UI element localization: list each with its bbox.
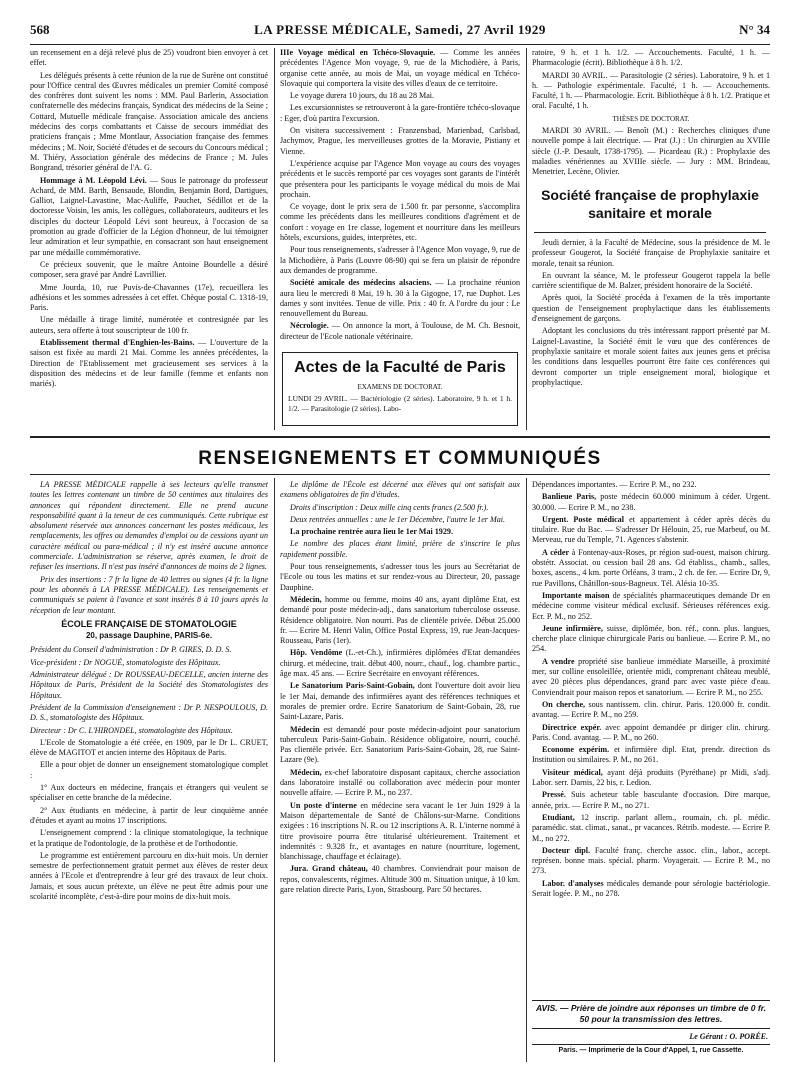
- journal-title: LA PRESSE MÉDICALE, Samedi, 27 Avril 1929: [254, 22, 546, 37]
- school-title: ÉCOLE FRANÇAISE DE STOMATOLOGIE: [61, 618, 237, 629]
- paragraph: Les délégués présents à cette réunion de la rue de Surène ont constitué pour l'Office central des Œuvres médicales un premier Comité composé des confrères dont suivent les noms : MM. Paul Barlerin, Association confraternelle des médecins français, Syndicat des médecins de la Seine ; Cottard, Mutuelle médicale française. Association amicale des anciens médecins des corps combattants et Caisse de secours immédiat des praticiens français ; Mme Montlaur, Association française des femmes médecins ; M. Noir, Société d'études et de secours du Concours médical ; M. Thiéry, Association générale des médecins de France ; M. Jules Bongrand, trésorier général de l'A. G.: [30, 70, 268, 173]
- paragraph: 1° Aux docteurs en médecine, français et étrangers qui veulent se spécialiser en cette branche de la médecine.: [30, 783, 268, 803]
- paragraph: La prochaine rentrée aura lieu le 1er Mai 1929.: [290, 527, 453, 537]
- classified-ad: Labor. d'analyses médicales demande pour sérologie bactériologie. Serait logée. P. M., no 278.: [532, 878, 770, 898]
- paragraph: Pour tous renseignements, s'adresser à l'Agence Mon voyage, 9, rue de la Michodière, à Paris (Louvre 08-90) qui se fera un plaisir de répondre aux demandes de programme.: [280, 245, 520, 275]
- paragraph: Sous le patronage du professeur Achard, de MM. Barth, Bensaude, Blondin, Benjamin Bord, Dartigues, Galliot, Laignel-Lavastine, Mac-Auliffe, Pauchet, Sédillot et de la doctoresse Voisin, les amis, les collègues, collaborateurs, auditeurs et les disciples du docteur Léopold Lévi sont heureux, à l'occasion de sa promotion au grade d'officier de la Légion d'honneur, de lui témoigner leur admiration et leur sympathie, en consacrant son haut enseignement par une médaille commémorative.: [30, 175, 268, 257]
- section-rule: [30, 436, 770, 438]
- box-text: LUNDI 29 AVRIL. — Bactériologie (2 séries). Laboratoire, 9 h. et 1 h. 1/2. — Parasitologie (2 séries). Labo-: [288, 394, 512, 413]
- section-title: RENSEIGNEMENTS ET COMMUNIQUÉS: [198, 448, 602, 469]
- avis-notice: AVIS. — Prière de joindre aux réponses un timbre de 0 fr. 50 pour la transmission des lettres.: [536, 1003, 766, 1024]
- bottom-column-3: [532, 480, 770, 998]
- heading-voyage: IIIe Voyage médical en Tchéco-Slovaquie.: [280, 48, 436, 57]
- heading-theses: THÈSES DE DOCTORAT.: [612, 114, 690, 123]
- classified-ad: Un poste d'interne en médecine sera vacant le 1er Juin 1929 à la Maison départementale de Santé de Châlons-sur-Marne. Conditions exigées : 16 inscriptions N. R. ou 12 inscriptions A. R. L'interne nommé à titre provisoire pourra être titularisé ultérieurement. Traitement et indemnités : 9.328 fr., et avantages en nature (nourriture, logement, blanchissage, chauffage et éclairage).: [280, 800, 520, 862]
- classified-ad: Directrice expér. avec appoint demandée pr diriger clin. chirurg. Paris. Cond. avantag. — P. M., no 260.: [532, 722, 770, 742]
- paragraph: Adoptant les conclusions du très intéressant rapport présenté par M. Laignel-Lavastine, la Société émit le vœu que des conférences de prophylaxie sanitaire et morale soient faites aux jeunes gens et précisa les conditions dans lesquelles pourront être faite ces conférences qui devront comporter un triple enseignement moral, biologique et prophylactique.: [532, 326, 770, 387]
- paragraph: L'enseignement comprend : la clinique stomatologique, la technique et la pratique de l'odontologie, de la prothèse et de l'orthodontie.: [30, 828, 268, 848]
- advertising-notice: LA PRESSE MÉDICALE rappelle à ses lecteurs qu'elle transmet toutes les lettres contenant un timbre de 50 centimes aux titulaires des annonces qui répondent directement. Elle ne prend aucune responsabilité quant à la teneur de ces communiqués. Cette rubrique est absolument réservée aux annonces concernant les postes médicaux, les remplacements, les offres ou demandes d'emploi ou de cessions ayant un caractère médical ou para-médical ; il n'y est inséré aucune annonce commerciale. L'administration se réserve, après examen, le droit de refuser les insertions. Il n'est pas inséré d'annonces de moins de 2 lignes.: [30, 480, 268, 572]
- paragraph: L'ouverture de la saison est fixée au mardi 21 Mai. Comme les années précédentes, la Direction de l'Etablissement met gracieusement ses services à la disposition des médecins et de leur famille (femme et enfants non mariés).: [30, 338, 268, 389]
- classified-ad: On cherche, sous nantissem. clin. chirur. Paris. 120.000 fr. condit. avantag. — Ecrire P. M., no 259.: [532, 699, 770, 720]
- running-header: [30, 22, 770, 42]
- advertising-prices: Prix des insertions : 7 fr la ligne de 40 lettres ou signes (4 fr. la ligne pour les abonnés à LA PRESSE MÉDICALE). Les renseignements et communiqués se paient à l'avance et sont insérés 8 à 10 jours après la réception de leur montant.: [30, 574, 268, 615]
- section-rule: [30, 474, 770, 475]
- paragraph: Le diplôme de l'École est décerné aux élèves qui ont satisfait aux examens obligatoires de fin d'études.: [280, 480, 520, 500]
- header-rule: [30, 44, 770, 45]
- imprint-line: Paris. — Imprimerie de la Cour d'Appel, 1, rue Cassette.: [558, 1047, 744, 1054]
- paragraph: Deux rentrées annuelles : une le 1er Décembre, l'autre le 1er Mai.: [290, 514, 506, 524]
- classified-ad: Le Sanatorium Paris-Saint-Gobain, dont l'ouverture doit avoir lieu le 1er Mai, demande des infirmières ayant des références techniques et morales de premier ordre. Ecrire Sanatorium de Saint-Gobain, 28, rue Saint-Lazare, Paris.: [280, 681, 520, 722]
- top-column-2: IIIe Voyage médical en Tchéco-Slovaquie. — Comme les années précédentes l'Agence Mon voyage, 9, rue de la Michodière, à Paris, organise cette année, au mois de Mai, un voyage médical en Tchéco-Slovaquie qui comportera la visite des villes d'eaux de ce territoire. Le voyage durera 10 jours, du 18 au 28 Mai. Les excursionnistes se retrouveront à la gare-frontière tchéco-slovaque : Eger, d'où partira l'excursion. On visitera successivement : Franzensbad, Marienbad, Carlsbad, Jachymov, Prague, les merveilleuses grottes de la Moravie, Pistiany et Vienne. L'expérience acquise par l'Agence Mon voyage au cours des voyages précédents et le succès remporté par ces voyages sont garants de l'intérêt que présentera pour les participants le voyage médical du mois de Mai prochain. Ce voyage, dont le prix sera de 1.500 fr. par personne, s'accomplira comme les précédents dans les meilleures conditions d'agrément et de confort : voyage en 1re classe, logement et nourriture dans les meilleurs hôtels, excursions, guides, interprètes, etc. Pour tous renseignements, s'adresser à l'Agence Mon voyage, 9, rue de la Michodière, à Paris (Louvre 08-90) qui se fera un plaisir de répondre aux demandes de programme. Société amicale des médecins alsaciens. — La prochaine réunion aura lieu le mercredi 8 Mai, 19 h. 30 à la Gigogne, 17, rue Duphot. Les dames y sont invitées. Tenue de ville. Prix : 40 fr. A l'ordre du jour : Le renouvellement du Bureau. Nécrologie. — On annonce la mort, à Toulouse, de M. Ch. Besnoit, directeur de l'Ecole nationale vétérinaire.: [280, 48, 520, 341]
- classified-ad: Médecin, ex-chef laboratoire disposant capitaux, cherche association dans laboratoire installé ou collaboration avec médecin pour monter nouvelle affaire. — Ecrire P. M., no 237.: [280, 767, 520, 798]
- paragraph: Elle a pour objet de donner un enseignement stomatologique complet :: [30, 760, 268, 780]
- classified-ad: Urgent. Poste médical et appartement à céder après décès du titulaire. Rue du Bac. — S'adresser Dr Hélouin, 25, rue Marbeuf, ou M. Merveau, rue du Temple, 71. Agences s'abstenir.: [532, 514, 770, 545]
- top-column-3-body: [532, 238, 770, 428]
- classified-ad: Jura. Grand château, 40 chambres. Conviendrait pour maison de repos, convalescents, régimes. Altitude 300 m. Situation unique, à 10 km. gare relation directe Paris, Lyon, Strasbourg. Parc 50 hectares.: [280, 864, 520, 894]
- classified-ad: Docteur dipl. Faculté franç. cherche assoc. clin., labor., accept. représen. bonne mais. spécial. pharm. Voyagerait. — Ecrire P. M., no 273.: [532, 845, 770, 876]
- page: [30, 0, 770, 1082]
- classified-ad: Banlieue Paris, poste médecin 60.000 minimum à céder. Urgent. 30.000. — Ecrire P. M., no 238.: [532, 492, 770, 512]
- box-subtitle: EXAMENS DE DOCTORAT.: [357, 383, 443, 391]
- classified-ad: Hôp. Vendôme (L.-et-Ch.), infirmières diplômées d'Etat demandées chirurg. et médecine, trait. début 400, nourr., chauf., log. chambre partic., âge max. 45 ans. — Ecrire Secrétaire en envoyant références.: [280, 648, 520, 679]
- paragraph: 2° Aux étudiants en médecine, à partir de leur cinquième année d'études et ayant au moins 17 inscriptions.: [30, 805, 268, 825]
- column-divider: [274, 478, 275, 1062]
- paragraph: Le programme est entièrement parcouru en dix-huit mois. Un dernier semestre de perfectionnement gratuit permet aux élèves de rester deux années à l'Ecole et d'entreprendre à leur gré des travaux de leur choix. Jamais, et sous aucun prétexte, un élève ne peut être admis pour une scolarité incomplète, c'est-à-dire pour moins de dix-huit mois.: [30, 850, 268, 901]
- classified-ad: Pressé. Suis acheteur table basculante d'occasion. Dire marque, année, prix. — Ecrire P. M., no 271.: [532, 790, 770, 810]
- paragraph: L'expérience acquise par l'Agence Mon voyage au cours des voyages précédents et le succès remporté par ces voyages sont garants de l'intérêt que présentera pour les participants le voyage médical du mois de Mai prochain.: [280, 158, 520, 199]
- staff-entry: Administrateur délégué : Dr ROUSSEAU-DECELLE, ancien interne des Hôpitaux de Paris, Président de la Société des Stomatologistes des Hôpitaux.: [30, 670, 268, 700]
- classified-ad: Médecin, homme ou femme, moins 40 ans, ayant diplôme Etat, est demandé pour poste médecin-adj., dans sanatorium tuberculose osseuse. Résidence obligatoire. Non nourri. Pas de clientèle privée. Début 25.000 fr. — Ecrire M. Henri Valin, Office Postal Express, 19, rue Jean-Jacques-Rousseau, Paris (1er).: [280, 594, 520, 646]
- staff-entry: Président du Conseil d'administration : Dr P. GIRES, D. D. S.: [30, 645, 232, 655]
- paragraph: La prochaine réunion aura lieu le mercredi 8 Mai, 19 h. 30 à la Gigogne, 17, rue Duphot. Les dames y sont invitées. Tenue de ville. Prix : 40 fr. A l'ordre du jour : Le renouvellement du Bureau.: [280, 278, 520, 319]
- paragraph: Droits d'inscription : Deux mille cinq cents francs (2.500 fr.).: [290, 502, 489, 512]
- gerant-line: Le Gérant : O. PORÉE.: [689, 1032, 768, 1041]
- classified-ad: Importante maison de spécialités pharmaceutiques demande Dr en médecine comme visiteur médical exclusif. Sérieuses références exig. Ecr. P. M., no 252.: [532, 590, 770, 621]
- paragraph: Comme les années précédentes l'Agence Mon voyage, 9, rue de la Michodière, à Paris, organise cette année, au mois de Mai, un voyage médical en Tchéco-Slovaquie qui comportera la visite des villes d'eaux de ce territoire.: [280, 48, 520, 88]
- paragraph: Ce voyage, dont le prix sera de 1.500 fr. par personne, s'accomplira comme les précédents dans les meilleures conditions d'agrément et de confort : voyage en 1re classe, logement et nourriture dans les meilleurs hôtels, excursions, guides, interprètes, etc.: [280, 202, 520, 243]
- page-number: 568: [30, 22, 50, 37]
- classified-ad: A vendre propriété sise banlieue immédiate Marseille, à proximité mer, sur colline ensoleillée, orientée midi, comprenant château meublé, avec 20 pièces plus dépendances, grand parc avec vaste pièce d'eau. Conviendrait pour maison repos et sanatorium. — Ecrire P. M., no 255.: [532, 656, 770, 697]
- heading-alsaciens: Société amicale des médecins alsaciens.: [290, 278, 432, 288]
- paragraph: Le voyage durera 10 jours, du 18 au 28 Mai.: [290, 91, 435, 101]
- classified-ad: Médecin est demandé pour poste médecin-adjoint pour sanatorium tuberculeux Paris-Saint-Gobain. Résidence obligatoire, nourri, couché. Pas clientèle privée. Ecr. Sanatorium Paris-Saint-Gobain, 28, rue Saint-Lazare (9e).: [280, 724, 520, 765]
- paragraph: On annonce la mort, à Toulouse, de M. Ch. Besnoit, directeur de l'Ecole nationale vétérinaire.: [280, 321, 520, 341]
- actes-faculte-box: [282, 352, 518, 426]
- classified-ad: Visiteur médical, ayant déjà produits (Pyréthane) pr Midi, s'adj. Labor. serr. Darnis, 22 bis, r. Ledion.: [532, 767, 770, 788]
- paragraph: Ce précieux souvenir, que le maître Antoine Bourdelle a désiré composer, sera gravé par André Lavrillier.: [30, 259, 268, 280]
- paragraph: Jeudi dernier, à la Faculté de Médecine, sous la présidence de M. le professeur Gougerot, la Société française de Prophylaxie sanitaire et morale, tenait sa réunion.: [532, 238, 770, 268]
- school-address: 20, passage Dauphine, PARIS-6e.: [85, 631, 213, 641]
- paragraph: Après quoi, la Société procéda à l'examen de la très importante question de l'enseignement prophylactique dans les établissements d'enseignement de garçons.: [532, 293, 770, 324]
- classified-ad: Etudiant, 12 inscrip. parlant allem., roumain, ch. pl. médic. paramédic. stat. climat., sanat., pr vacances. Rétrib. modeste. — Ecrire P. M., no 272.: [532, 812, 770, 843]
- issue-number: N° 34: [739, 22, 770, 37]
- paragraph: Le nombre des places étant limité, prière de s'inscrire le plus rapidement possible.: [280, 539, 520, 559]
- staff-entry: Président de la Commission d'enseignement : Dr P. NESPOULOUS, D. D. S., stomatologiste des Hôpitaux.: [30, 702, 268, 723]
- paragraph: Les excursionnistes se retrouveront à la gare-frontière tchéco-slovaque : Eger, d'où partira l'excursion.: [280, 103, 520, 123]
- prophylaxie-heading-box: [534, 182, 766, 230]
- paragraph: ratoire, 9 h. et 1 h. 1/2. — Accouchements. Faculté, 1 h. — Pharmacologie (écrit). Bibliothèque à 8 h. 1/2.: [532, 48, 770, 68]
- paragraph: On visitera successivement : Franzensbad, Marienbad, Carlsbad, Jachymov, Prague, les merveilleuses grottes de la Moravie, Pistiany et Vienne.: [280, 126, 520, 156]
- classified-ad: Econome expérim. et infirmière dipl. Etat, prendr. direction ds Institution ou similaires. P. M., no 261.: [532, 745, 770, 765]
- heading-hommage: Hommage à M. Léopold Lévi.: [40, 175, 147, 185]
- bottom-column-2: [280, 480, 520, 1060]
- heading-enghien: Etablissement thermal d'Enghien-les-Bains.: [40, 338, 195, 348]
- imprint-rule: [532, 1044, 770, 1045]
- paragraph: un recensement en a déjà relevé plus de 25) voudront bien envoyer à cet effet.: [30, 48, 268, 68]
- paragraph: Dépendances importantes. — Ecrire P. M., no 232.: [532, 480, 697, 489]
- paragraph: Une médaille à tirage limité, numérotée et contresignée par les auteurs, sera offerte à tout souscripteur de 100 fr.: [30, 315, 268, 335]
- classified-ad: Jeune infirmière, suisse, diplômée, bon. réf., conn. plus. langues, cherche place clinique chirurgicale Paris ou banlieue. — Ecrire P. M., no 254.: [532, 623, 770, 654]
- avis-rule: [532, 1000, 770, 1001]
- top-column-1: un recensement en a déjà relevé plus de 25) voudront bien envoyer à cet effet. Les délégués présents à cette réunion de la rue de Surène ont constitué pour l'Office central des Œuvres médicales un premier Comité composé des confrères dont suivent les noms : MM. Paul Barlerin, Association confraternelle des médecins français, Syndicat des médecins de la Seine ; Cottard, Mutuelle médicale française. Association amicale des anciens médecins des corps combattants et Caisse de secours immédiat des praticiens français ; Mme Montlaur, Association française des femmes médecins ; M. Noir, Société d'études et de secours du Concours médical ; M. Thiéry, Association générale des médecins de France ; M. Jules Bongrand, trésorier général de l'A. G. Hommage à M. Léopold Lévi. — Sous le patronage du professeur Achard, de MM. Barth, Bensaude, Blondin, Benjamin Bord, Dartigues, Galliot, Laignel-Lavastine, Mac-Auliffe, Pauchet, Sédillot et de la doctoresse Voisin, les amis, les collègues, collaborateurs, auditeurs et les disciples du docteur Léopold Lévi sont heureux, à l'occasion de sa promotion au grade d'officier de la Légion d'honneur, de lui témoigner leur admiration et leur sympathie, en consacrant son haut enseignement par une médaille commémorative. Ce précieux souvenir, que le maître Antoine Bourdelle a désiré composer, sera gravé par André Lavrillier. Mme Jourda, 10, rue Puvis-de-Chavannes (17e), recueillera les adhésions et les sommes adressées à cet effet. Chèque postal C. 1318-19, Paris. Une médaille à tirage limité, numérotée et contresignée par les auteurs, sera offerte à tout souscripteur de 100 fr. Etablissement thermal d'Enghien-les-Bains. — L'ouverture de la saison est fixée au mardi 21 Mai. Comme les années précédentes, la Direction de l'Etablissement met gracieusement ses services à la disposition des médecins et de leur famille (femme et enfants non mariés).: [30, 48, 268, 389]
- column-divider: [526, 478, 527, 1062]
- staff-entry: Vice-président : Dr NOGUÉ, stomatologiste des Hôpitaux.: [30, 657, 221, 667]
- column-divider: [274, 48, 275, 430]
- paragraph: L'Ecole de Stomatologie a été créée, en 1909, par le Dr L. CRUET, élève de MAGITOT et ancien interne des Hôpitaux de Paris.: [30, 737, 268, 758]
- heading-necrologie: Nécrologie.: [290, 321, 329, 331]
- paragraph: MARDI 30 AVRIL. — Benoît (M.) : Recherches cliniques d'une nouvelle pompe à lait électrique. — Prat (J.) : Un chirurgien au XVIIIe siècle (J.-P. Desault, 1738-1795). — Picardeau (R.) : Prophylaxie des maladies vénériennes au XVIIIe siècle. — Jury : MM. Brindeau, Menetrier, Lecène, Olivier.: [532, 126, 770, 177]
- classified-ad: A céder à Fontenay-aux-Roses, pr région sud-ouest, maison chirurg. obstétr. Associat. ou cession bail 28 ans. Gd établiss., chamb., salles, boxes, ascens., 4 km. porte Orléans, 3 tram., 2 ch. de fer. — Ecrire Dr, 9, rue Pavillons, Châtillon-sous-Bagneux. Tél. Alésia 10-35.: [532, 547, 770, 588]
- paragraph: En ouvrant la séance, M. le professeur Gougerot rappela la belle carrière scientifique de M. Balzer, président honoraire de la Société.: [532, 270, 770, 291]
- bottom-column-1: [30, 480, 268, 1060]
- top-column-3: [532, 48, 770, 178]
- column-divider: [526, 48, 527, 430]
- box-title: Actes de la Faculté de Paris: [294, 359, 506, 376]
- paragraph: Pour tous renseignements, s'adresser tous les jours au Secrétariat de l'Ecole ou tous les matins et sur rendez-vous au Directeur, 20, passage Dauphine.: [280, 562, 520, 592]
- heading-rule: [534, 232, 766, 233]
- staff-entry: Directeur : Dr C. L'HIRONDEL, stomatologiste des Hôpitaux.: [30, 725, 233, 735]
- paragraph: MARDI 30 AVRIL. — Parasitologie (2 séries). Laboratoire, 9 h. et 1 h. — Pathologie expérimentale. Faculté, 1 h. — Accouchements. Faculté, 1 h. — Pharmacologie. Ecrit. Bibliothèque à 8 h. 1/2. Pratique et oral. Faculté, 1 h.: [532, 70, 770, 111]
- avis-rule: [532, 1028, 770, 1029]
- paragraph: Mme Jourda, 10, rue Puvis-de-Chavannes (17e), recueillera les adhésions et les sommes adressées à cet effet. Chèque postal C. 1318-19, Paris.: [30, 282, 268, 313]
- section-heading-prophylaxie: Société française de prophylaxie sanitaire et morale: [541, 187, 759, 221]
